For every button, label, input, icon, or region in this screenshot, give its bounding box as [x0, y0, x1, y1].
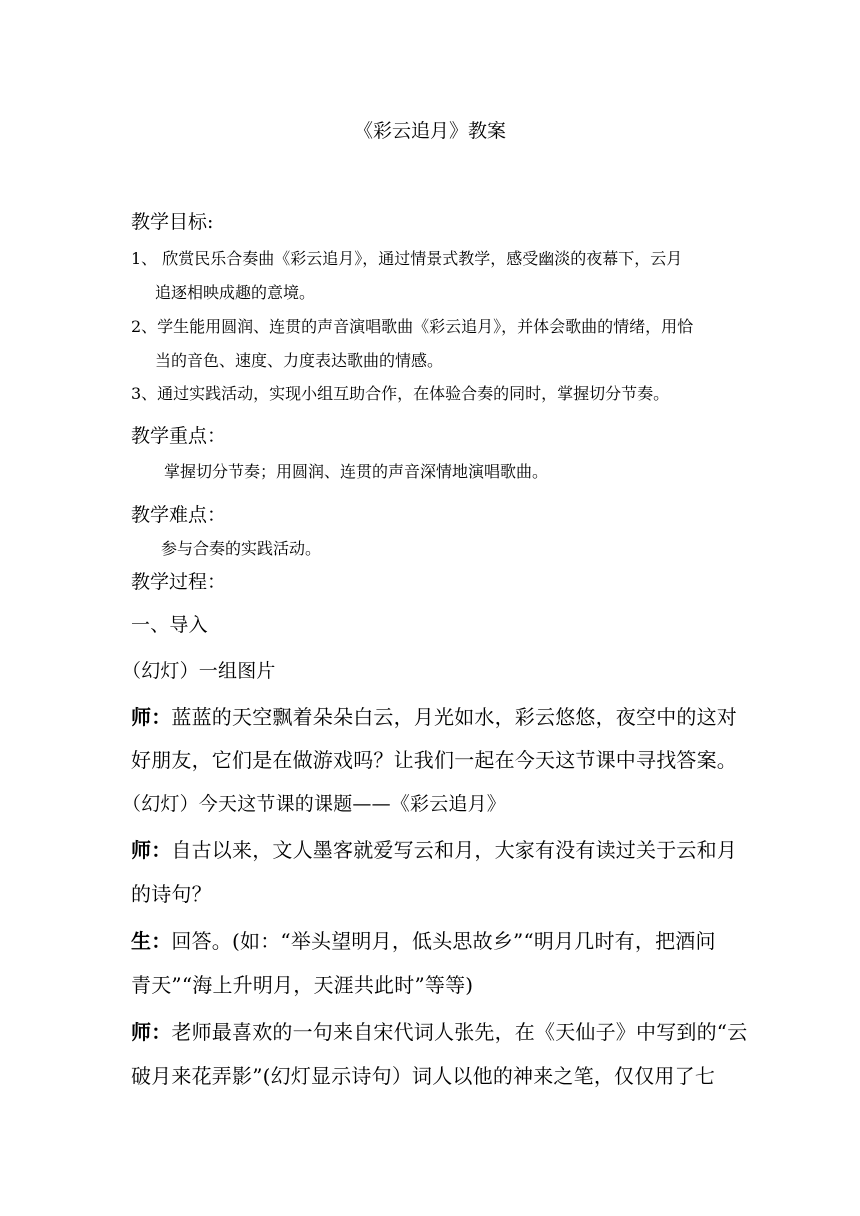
objective-1-line-1: 1、 欣赏民乐合奏曲《彩云追月》，通过情景式教学，感受幽淡的夜幕下，云月: [131, 249, 683, 268]
paragraph-2-line-2: 的诗句？: [131, 882, 212, 906]
speaker-teacher: 师：: [131, 1020, 172, 1044]
speaker-teacher: 师：: [131, 838, 172, 862]
slide-note-2: （幻灯）今天这节课的课题——《彩云追月》: [122, 793, 507, 815]
paragraph-2-line-1: [131, 834, 737, 863]
paragraph-3-line-1: [131, 925, 716, 954]
paragraph-1-line-1: [131, 701, 737, 730]
objectives-heading: 教学目标:: [131, 211, 214, 233]
paragraph-3-line-2: 青天”“海上升明月，天涯共此时”等等): [131, 973, 474, 997]
paragraph-2-text: 自古以来，文人墨客就爱写云和月，大家有没有读过关于云和月: [171, 838, 738, 862]
paragraph-4-text: 老师最喜欢的一句来自宋代词人张先，在《天仙子》中写到的“云: [171, 1020, 748, 1044]
key-points-text: 掌握切分节奏；用圆润、连贯的声音深情地演唱歌曲。: [164, 462, 549, 481]
document-title: 《彩云追月》教案: [353, 120, 506, 142]
difficulties-heading: 教学难点：: [131, 504, 227, 526]
key-points-heading: 教学重点：: [131, 425, 227, 447]
slide-note-1: （幻灯）一组图片: [122, 660, 276, 682]
paragraph-1-line-2: 好朋友，它们是在做游戏吗？让我们一起在今天这节课中寻找答案。: [131, 748, 737, 772]
paragraph-1-text: 蓝蓝的天空飘着朵朵白云，月光如水，彩云悠悠，夜空中的这对: [171, 705, 738, 729]
paragraph-4-line-1: [131, 1016, 747, 1045]
objective-2-line-2: 当的音色、速度、力度表达歌曲的情感。: [155, 351, 444, 370]
objective-2-line-1: 2、学生能用圆润、连贯的声音演唱歌曲《彩云追月》，并体会歌曲的情绪，用恰: [131, 317, 694, 336]
speaker-teacher: 师：: [131, 705, 172, 729]
objective-1-line-2: 追逐相映成趣的意境。: [155, 283, 316, 302]
difficulties-text: 参与合奏的实践活动。: [161, 539, 322, 558]
section-1-heading: 一、导入: [131, 614, 208, 636]
paragraph-4-line-2: 破月来花弄影”(幻灯显示诗句）词人以他的神来之笔，仅仅用了七: [131, 1064, 716, 1088]
speaker-student: 生：: [131, 929, 172, 953]
objective-3-line-1: 3、通过实践活动，实现小组互助合作，在体验合奏的同时，掌握切分节奏。: [131, 384, 670, 403]
paragraph-3-text: 回答。(如：“举头望明月，低头思故乡”“明月几时有，把酒问: [171, 929, 716, 953]
process-heading: 教学过程：: [131, 571, 227, 593]
